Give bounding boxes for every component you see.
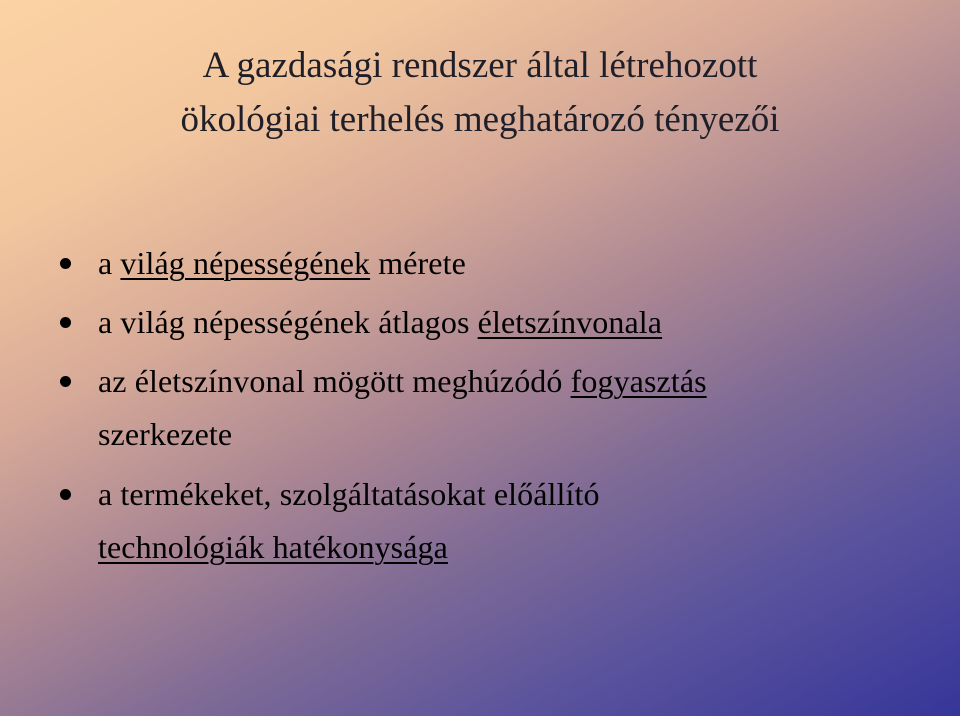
bullet-1-part-3: mérete <box>370 245 466 281</box>
bullet-2-text <box>98 306 662 338</box>
bullet-icon <box>60 317 71 328</box>
slide-title-line-2: ökológiai terhelés meghatározó tényezői <box>180 99 780 140</box>
slide-title-line-1: A gazdasági rendszer által létrehozott <box>202 45 758 86</box>
bullet-1-part-1: a <box>98 245 121 281</box>
bullet-icon <box>60 376 71 387</box>
bullet-4-underlined-phrase: technológiák hatékonysága <box>98 529 448 565</box>
bullet-4-part-1: a termékeket, szolgáltatásokat előállító <box>98 476 600 512</box>
bullet-icon <box>60 489 71 500</box>
bullet-1-underlined-phrase: világ népességének <box>120 245 371 281</box>
bullet-4-text-line-2 <box>98 531 448 563</box>
bullet-2-part-1: a világ népességének átlagos <box>98 304 478 340</box>
bullet-3-underlined-phrase: fogyasztás <box>570 363 707 399</box>
bullet-1-text <box>98 247 466 279</box>
bullet-3-text-line-1 <box>98 365 707 397</box>
bullet-3-text-line-2 <box>98 418 232 450</box>
bullet-3-part-1: az életszínvonal mögött meghúzódó <box>98 363 571 399</box>
bullet-icon <box>60 258 71 269</box>
bullet-4-text-line-1 <box>98 478 600 510</box>
bullet-2-underlined-phrase: életszínvonala <box>477 304 663 340</box>
bullet-3-part-3: szerkezete <box>98 416 233 452</box>
